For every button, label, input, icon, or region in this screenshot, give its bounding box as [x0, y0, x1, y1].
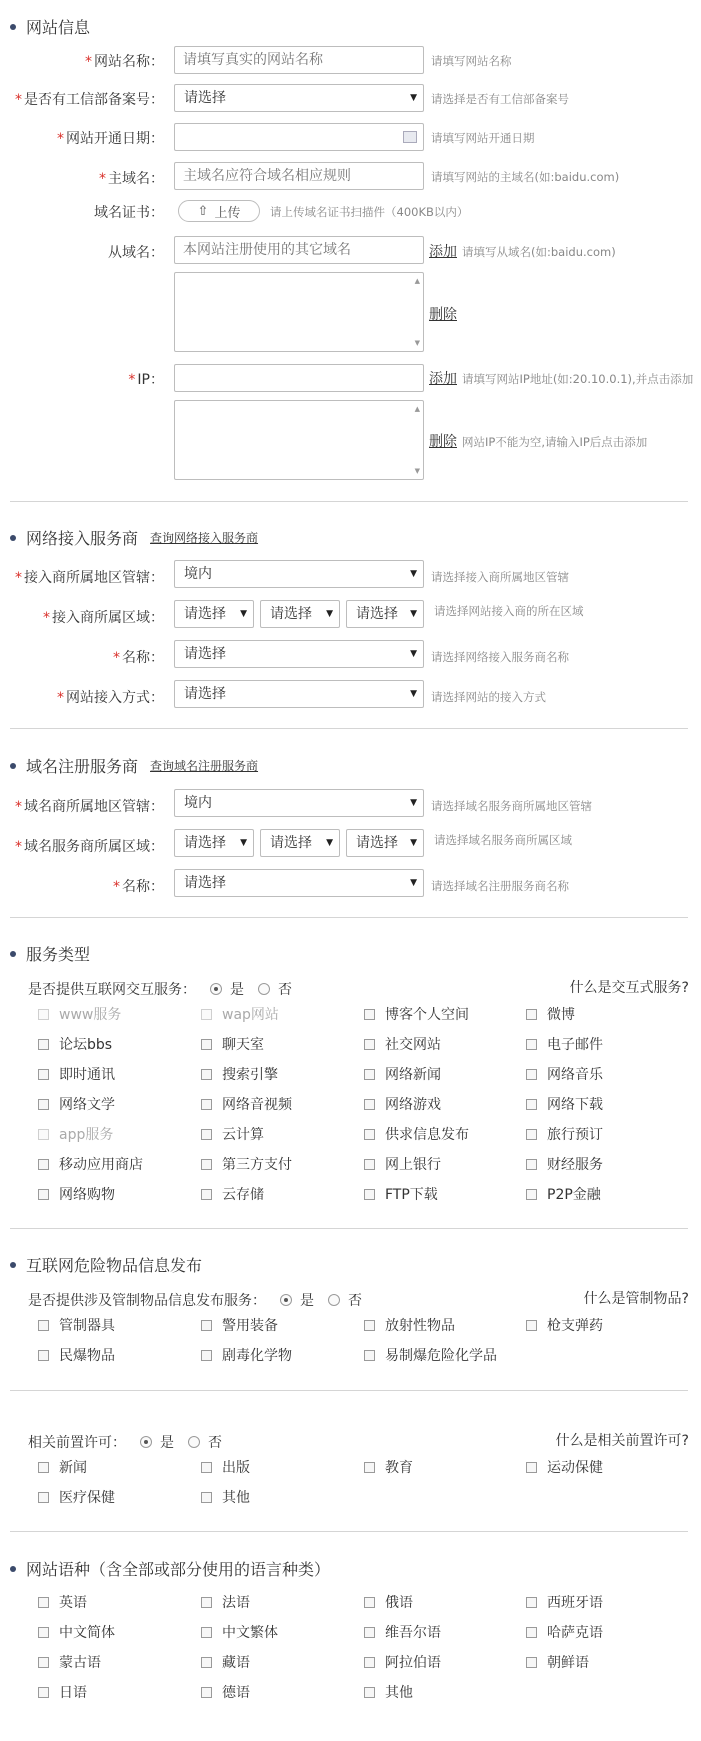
isp-region-label: * 接入商所属地区管辖： [15, 570, 164, 586]
checkbox-icon[interactable] [364, 1657, 375, 1668]
checkbox-label: 俄语 [385, 1595, 413, 1611]
divider [10, 1390, 688, 1391]
checkbox-icon[interactable] [364, 1039, 375, 1050]
checkbox-icon[interactable] [201, 1129, 212, 1140]
ip-list[interactable] [174, 400, 424, 480]
checkbox-label: 供求信息发布 [385, 1127, 469, 1143]
checkbox-icon[interactable] [38, 1597, 49, 1608]
checkbox-label: 剧毒化学物 [222, 1348, 292, 1364]
checkbox-icon [201, 1009, 212, 1020]
languages-option[interactable] [38, 1682, 87, 1702]
dangerous-option[interactable] [526, 1315, 603, 1335]
checkbox-label: 网络新闻 [385, 1067, 441, 1083]
checkbox-icon[interactable] [364, 1189, 375, 1200]
checkbox-icon[interactable] [364, 1320, 375, 1331]
checkbox-icon[interactable] [364, 1129, 375, 1140]
radio-yes[interactable] [140, 1436, 152, 1448]
bullet-icon [10, 535, 16, 541]
checkbox-label: 网络下载 [547, 1097, 603, 1113]
bullet-icon [10, 24, 16, 30]
ip-add-link[interactable]: 添加 [429, 371, 457, 387]
languages-option[interactable] [38, 1592, 87, 1612]
registrar-name-label: * 名称： [113, 879, 164, 895]
section-dangerous-goods-title: 互联网危险物品信息发布 [10, 1253, 202, 1276]
languages-option[interactable] [526, 1622, 603, 1642]
languages-option[interactable] [364, 1592, 413, 1612]
domain-hint: 请填写网站的主域名(如:baidu.com) [431, 170, 620, 184]
registrar-region-select[interactable]: 境内 ▼ [174, 789, 424, 817]
checkbox-label: 社交网站 [385, 1037, 441, 1053]
service_type-option[interactable] [201, 1064, 278, 1084]
dropdown-arrow-icon: ▼ [240, 609, 247, 619]
registrar-query-link[interactable]: 查询域名注册服务商 [150, 759, 259, 773]
languages-option[interactable] [38, 1652, 101, 1672]
checkbox-label: 藏语 [222, 1655, 250, 1671]
isp-name-label: * 名称： [113, 650, 164, 666]
checkbox-label: 云存储 [222, 1187, 264, 1203]
section-languages-title: 网站语种（含全部或部分使用的语言种类） [10, 1557, 330, 1580]
isp-area-label: * 接入商所属区域： [43, 610, 164, 626]
subdomain-add-link[interactable]: 添加 [429, 244, 457, 260]
radio-no[interactable] [188, 1436, 200, 1448]
dropdown-arrow-icon: ▼ [410, 838, 417, 848]
checkbox-icon[interactable] [526, 1627, 537, 1638]
checkbox-label: 网络音视频 [222, 1097, 292, 1113]
checkbox-icon[interactable] [364, 1159, 375, 1170]
permit-help-link[interactable]: 什么是相关前置许可? [555, 1433, 689, 1449]
checkbox-label: wap网站 [222, 1007, 279, 1023]
service_type-option[interactable] [38, 1034, 112, 1054]
scroll-down-icon: ▼ [414, 339, 420, 347]
checkbox-label: 微博 [547, 1007, 575, 1023]
checkbox-label: 日语 [59, 1685, 87, 1701]
checkbox-label: 网络文学 [59, 1097, 115, 1113]
icp-label: * 是否有工信部备案号： [15, 92, 164, 108]
registrar-area-label: * 域名服务商所属区域： [15, 839, 164, 855]
dangerous-option[interactable] [201, 1315, 278, 1335]
dropdown-arrow-icon: ▼ [410, 609, 417, 619]
checkbox-icon[interactable] [201, 1492, 212, 1503]
isp-area-select-3[interactable]: 请选择 ▼ [346, 600, 424, 628]
checkbox-label: 移动应用商店 [59, 1157, 143, 1173]
checkbox-label: 医疗保健 [59, 1490, 115, 1506]
checkbox-icon[interactable] [201, 1189, 212, 1200]
service_type-option [201, 1004, 279, 1024]
checkbox-icon[interactable] [38, 1159, 49, 1170]
checkbox-icon[interactable] [38, 1492, 49, 1503]
checkbox-icon [38, 1009, 49, 1020]
dangerous-goods-help-link[interactable]: 什么是管制物品? [583, 1291, 689, 1307]
service_type-option [38, 1004, 121, 1024]
upload-icon: ⇧ [197, 203, 209, 219]
checkbox-icon[interactable] [526, 1129, 537, 1140]
subdomain-hint: 请填写从域名(如:baidu.com) [462, 245, 616, 259]
languages-option[interactable] [201, 1652, 250, 1672]
checkbox-label: 云计算 [222, 1127, 264, 1143]
bullet-icon [10, 1566, 16, 1572]
upload-button[interactable]: ⇧ 上传 [178, 200, 260, 222]
checkbox-label: 中文繁体 [222, 1625, 278, 1641]
languages-option[interactable] [526, 1592, 603, 1612]
checkbox-label: 警用装备 [222, 1318, 278, 1334]
service_type-option[interactable] [364, 1064, 441, 1084]
subdomain-input[interactable] [174, 236, 424, 264]
languages-option[interactable] [364, 1682, 413, 1702]
permit-option[interactable] [201, 1457, 250, 1477]
checkbox-icon[interactable] [38, 1687, 49, 1698]
checkbox-label: 财经服务 [547, 1157, 603, 1173]
checkbox-icon[interactable] [38, 1657, 49, 1668]
registrar-region-hint: 请选择域名服务商所属地区管辖 [431, 799, 592, 813]
dangerous-option[interactable] [38, 1315, 115, 1335]
service_type-option[interactable] [526, 1064, 603, 1084]
service_type-option[interactable] [364, 1184, 438, 1204]
service_type-option[interactable] [201, 1094, 292, 1114]
divider [10, 1531, 688, 1532]
dropdown-arrow-icon: ▼ [240, 838, 247, 848]
radio-no[interactable] [328, 1294, 340, 1306]
checkbox-label: app服务 [59, 1127, 114, 1143]
service_type-option[interactable] [201, 1184, 264, 1204]
bullet-icon [10, 951, 16, 957]
ip-delete-link[interactable]: 删除 [429, 434, 457, 450]
scroll-down-icon: ▼ [414, 467, 420, 475]
permit-option[interactable] [526, 1457, 603, 1477]
checkbox-icon[interactable] [526, 1320, 537, 1331]
checkbox-icon[interactable] [526, 1189, 537, 1200]
checkbox-icon[interactable] [364, 1099, 375, 1110]
dropdown-arrow-icon: ▼ [326, 838, 333, 848]
site-name-hint: 请填写网站名称 [431, 54, 512, 68]
isp-name-hint: 请选择网络接入服务商名称 [431, 650, 569, 664]
checkbox-icon[interactable] [526, 1462, 537, 1473]
languages-option[interactable] [38, 1622, 115, 1642]
checkbox-icon[interactable] [201, 1099, 212, 1110]
dropdown-arrow-icon: ▼ [410, 798, 417, 808]
service_type-option[interactable] [201, 1034, 264, 1054]
service_type-option[interactable] [38, 1064, 115, 1084]
section-site-info-title: 网站信息 [10, 15, 90, 38]
languages-option[interactable] [201, 1682, 250, 1702]
checkbox-icon[interactable] [526, 1069, 537, 1080]
domain-input[interactable] [174, 162, 424, 190]
service_type-option[interactable] [526, 1034, 603, 1054]
dropdown-arrow-icon: ▼ [410, 878, 417, 888]
checkbox-label: 网络游戏 [385, 1097, 441, 1113]
service_type-option[interactable] [526, 1184, 601, 1204]
interactive-service-question: 是否提供互联网交互服务： 是 否 [28, 982, 292, 998]
checkbox-label: 其他 [385, 1685, 413, 1701]
open-date-hint: 请填写网站开通日期 [431, 131, 535, 145]
checkbox-icon[interactable] [38, 1320, 49, 1331]
languages-option[interactable] [201, 1592, 250, 1612]
section-service-type-title: 服务类型 [10, 942, 90, 965]
checkbox-icon[interactable] [364, 1627, 375, 1638]
permit-question: 相关前置许可： 是 否 [28, 1435, 222, 1451]
checkbox-icon[interactable] [38, 1350, 49, 1361]
dropdown-arrow-icon: ▼ [410, 93, 417, 103]
service_type-option[interactable] [526, 1154, 603, 1174]
checkbox-label: 博客个人空间 [385, 1007, 469, 1023]
service_type-option[interactable] [364, 1154, 441, 1174]
registrar-area-select-1[interactable]: 请选择 ▼ [174, 829, 254, 857]
icp-hint: 请选择是否有工信部备案号 [431, 92, 569, 106]
checkbox-icon[interactable] [201, 1687, 212, 1698]
checkbox-icon[interactable] [201, 1657, 212, 1668]
checkbox-label: 放射性物品 [385, 1318, 455, 1334]
isp-region-select[interactable]: 境内 ▼ [174, 560, 424, 588]
checkbox-label: www服务 [59, 1007, 122, 1023]
checkbox-icon[interactable] [38, 1189, 49, 1200]
service_type-option[interactable] [526, 1094, 603, 1114]
dropdown-arrow-icon: ▼ [410, 649, 417, 659]
checkbox-icon[interactable] [526, 1039, 537, 1050]
service_type-option[interactable] [364, 1094, 441, 1114]
checkbox-label: 电子邮件 [547, 1037, 603, 1053]
checkbox-label: 网络音乐 [547, 1067, 603, 1083]
languages-option[interactable] [526, 1652, 589, 1672]
checkbox-label: 民爆物品 [59, 1348, 115, 1364]
checkbox-label: 论坛bbs [59, 1037, 113, 1053]
checkbox-icon[interactable] [38, 1039, 49, 1050]
isp-area-select-1[interactable]: 请选择 ▼ [174, 600, 254, 628]
checkbox-label: 易制爆危险化学品 [385, 1348, 497, 1364]
checkbox-icon[interactable] [38, 1627, 49, 1638]
checkbox-label: 英语 [59, 1595, 87, 1611]
scroll-up-icon: ▲ [414, 405, 420, 413]
checkbox-label: 法语 [222, 1595, 250, 1611]
service_type-option[interactable] [38, 1154, 143, 1174]
divider [10, 501, 688, 502]
service_type-option[interactable] [364, 1034, 441, 1054]
checkbox-label: 其他 [222, 1490, 250, 1506]
checkbox-icon[interactable] [526, 1657, 537, 1668]
service_type-option [38, 1124, 113, 1144]
checkbox-label: 管制器具 [59, 1318, 115, 1334]
checkbox-label: P2P金融 [547, 1187, 601, 1203]
divider [10, 917, 688, 918]
open-date-input[interactable] [174, 123, 424, 151]
interactive-service-help-link[interactable]: 什么是交互式服务? [569, 980, 689, 996]
ip-hint: 请填写网站IP地址(如:20.10.0.1),并点击添加 [462, 372, 694, 386]
section-isp-title: 网络接入服务商 查询网络接入服务商 [10, 526, 258, 549]
checkbox-icon[interactable] [201, 1627, 212, 1638]
checkbox-icon[interactable] [526, 1099, 537, 1110]
checkbox-icon[interactable] [526, 1597, 537, 1608]
isp-query-link[interactable]: 查询网络接入服务商 [150, 531, 259, 545]
service_type-option[interactable] [201, 1124, 264, 1144]
checkbox-icon[interactable] [38, 1069, 49, 1080]
registrar-name-hint: 请选择域名注册服务商名称 [431, 879, 569, 893]
isp-area-hint: 请选择网站接入商的所在区域 [434, 604, 584, 618]
cert-label: 域名证书： [94, 205, 164, 221]
dropdown-arrow-icon: ▼ [410, 689, 417, 699]
registrar-area-select-3[interactable]: 请选择 ▼ [346, 829, 424, 857]
checkbox-icon[interactable] [201, 1462, 212, 1473]
checkbox-icon[interactable] [201, 1159, 212, 1170]
dangerous-option[interactable] [364, 1315, 455, 1335]
checkbox-label: 蒙古语 [59, 1655, 101, 1671]
divider [10, 1228, 688, 1229]
service_type-option[interactable] [364, 1124, 469, 1144]
ip-delete-hint: 网站IP不能为空,请输入IP后点击添加 [462, 435, 648, 449]
isp-method-label: * 网站接入方式： [57, 690, 164, 706]
checkbox-label: 搜索引擎 [222, 1067, 278, 1083]
permit-option[interactable] [38, 1457, 87, 1477]
ip-input[interactable] [174, 364, 424, 392]
languages-option[interactable] [201, 1622, 278, 1642]
service_type-option[interactable] [38, 1094, 115, 1114]
domain-label: * 主域名： [99, 171, 164, 187]
checkbox-label: 出版 [222, 1460, 250, 1476]
radio-yes[interactable] [210, 983, 222, 995]
subdomain-list[interactable] [174, 272, 424, 352]
bullet-icon [10, 1262, 16, 1268]
subdomain-label: 从域名： [108, 245, 164, 261]
service_type-option[interactable] [364, 1004, 469, 1024]
ip-label: * IP： [128, 372, 164, 388]
checkbox-icon[interactable] [38, 1099, 49, 1110]
languages-option[interactable] [364, 1622, 441, 1642]
checkbox-icon[interactable] [364, 1069, 375, 1080]
checkbox-icon[interactable] [201, 1350, 212, 1361]
scroll-up-icon: ▲ [414, 277, 420, 285]
isp-region-hint: 请选择接入商所属地区管辖 [431, 570, 569, 584]
checkbox-label: 网络购物 [59, 1187, 115, 1203]
checkbox-label: 第三方支付 [222, 1157, 292, 1173]
checkbox-icon[interactable] [201, 1069, 212, 1080]
checkbox-icon[interactable] [526, 1159, 537, 1170]
subdomain-delete-link[interactable]: 删除 [429, 307, 457, 323]
isp-area-select-2[interactable]: 请选择 ▼ [260, 600, 340, 628]
checkbox-label: 即时通讯 [59, 1067, 115, 1083]
calendar-icon[interactable] [403, 131, 417, 143]
site-name-label: * 网站名称： [85, 54, 164, 70]
registrar-region-label: * 域名商所属地区管辖： [15, 799, 164, 815]
permit-option[interactable] [364, 1457, 413, 1477]
checkbox-label: 中文简体 [59, 1625, 115, 1641]
checkbox-icon[interactable] [201, 1597, 212, 1608]
bullet-icon [10, 763, 16, 769]
cert-hint: 请上传域名证书扫描件（400KB以内） [270, 205, 469, 219]
icp-select[interactable]: 请选择 ▼ [174, 84, 424, 112]
dangerous-option[interactable] [201, 1345, 292, 1365]
isp-method-hint: 请选择网站的接入方式 [431, 690, 546, 704]
site-name-input[interactable] [174, 46, 424, 74]
isp-method-select[interactable]: 请选择 ▼ [174, 680, 424, 708]
registrar-area-select-2[interactable]: 请选择 ▼ [260, 829, 340, 857]
checkbox-icon[interactable] [364, 1597, 375, 1608]
dropdown-arrow-icon: ▼ [410, 569, 417, 579]
registrar-area-hint: 请选择域名服务商所属区域 [434, 833, 572, 847]
checkbox-label: FTP下载 [385, 1187, 438, 1203]
checkbox-label: 网上银行 [385, 1157, 441, 1173]
checkbox-label: 教育 [385, 1460, 413, 1476]
checkbox-icon[interactable] [364, 1462, 375, 1473]
checkbox-icon [38, 1129, 49, 1140]
service_type-option[interactable] [38, 1184, 115, 1204]
section-registrar-title: 域名注册服务商 查询域名注册服务商 [10, 754, 258, 777]
checkbox-label: 维吾尔语 [385, 1625, 441, 1641]
checkbox-label: 枪支弹药 [547, 1318, 603, 1334]
checkbox-icon[interactable] [364, 1009, 375, 1020]
languages-option[interactable] [364, 1652, 441, 1672]
permit-option[interactable] [38, 1487, 115, 1507]
checkbox-label: 西班牙语 [547, 1595, 603, 1611]
permit-option[interactable] [201, 1487, 250, 1507]
checkbox-label: 新闻 [59, 1460, 87, 1476]
checkbox-label: 德语 [222, 1685, 250, 1701]
checkbox-icon[interactable] [38, 1462, 49, 1473]
checkbox-icon[interactable] [526, 1009, 537, 1020]
checkbox-icon[interactable] [201, 1039, 212, 1050]
checkbox-label: 朝鲜语 [547, 1655, 589, 1671]
checkbox-icon[interactable] [364, 1350, 375, 1361]
service_type-option[interactable] [201, 1154, 292, 1174]
divider [10, 728, 688, 729]
checkbox-label: 运动保健 [547, 1460, 603, 1476]
dangerous-option[interactable] [38, 1345, 115, 1365]
service_type-option[interactable] [526, 1124, 603, 1144]
checkbox-icon[interactable] [201, 1320, 212, 1331]
dangerous-option[interactable] [364, 1345, 497, 1365]
checkbox-label: 旅行预订 [547, 1127, 603, 1143]
isp-name-select[interactable]: 请选择 ▼ [174, 640, 424, 668]
registrar-name-select[interactable]: 请选择 ▼ [174, 869, 424, 897]
dangerous-goods-question: 是否提供涉及管制物品信息发布服务： 是 否 [28, 1293, 362, 1309]
checkbox-label: 聊天室 [222, 1037, 264, 1053]
checkbox-label: 阿拉伯语 [385, 1655, 441, 1671]
radio-no[interactable] [258, 983, 270, 995]
service_type-option[interactable] [526, 1004, 575, 1024]
checkbox-icon[interactable] [364, 1687, 375, 1698]
open-date-label: * 网站开通日期： [57, 131, 164, 147]
radio-yes[interactable] [280, 1294, 292, 1306]
checkbox-label: 哈萨克语 [547, 1625, 603, 1641]
dropdown-arrow-icon: ▼ [326, 609, 333, 619]
